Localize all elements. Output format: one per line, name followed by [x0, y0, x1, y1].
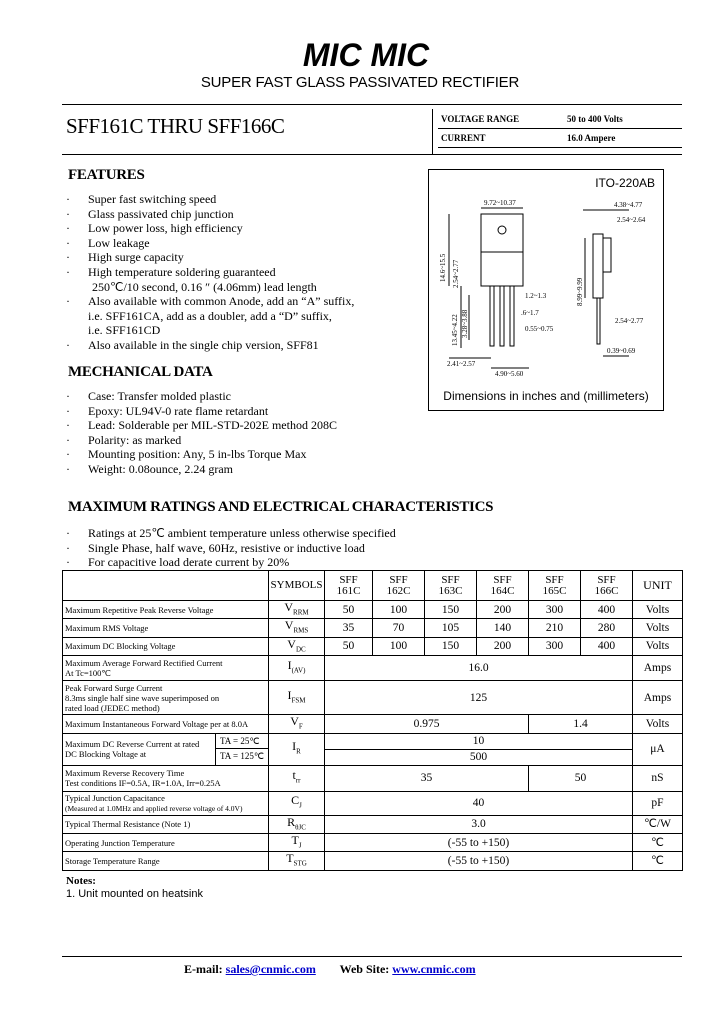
part-5-l2: 165C: [542, 584, 567, 597]
header-part-1: [325, 571, 373, 601]
current-value: 16.0 Ampere: [567, 133, 616, 143]
sym-rth-sub: θJC: [295, 822, 306, 831]
voltage-range-value: 50 to 400 Volts: [567, 114, 623, 124]
sym-vrrm: [269, 601, 325, 619]
param-vf: Maximum Instantaneous Forward Voltage per at 8.0A: [63, 715, 269, 733]
param-cj-1: Typical Junction Capacitance: [65, 792, 165, 803]
bullet-icon: ·: [66, 540, 70, 555]
tstg-value: (-55 to +150): [325, 852, 633, 870]
feature-item: [66, 338, 354, 353]
dim-side-tab: 2.54~2.64: [617, 216, 646, 224]
vrrm-166c: 400: [581, 601, 633, 619]
header-part-6: [581, 571, 633, 601]
bullet-icon: ·: [66, 192, 70, 206]
vrms-165c: 210: [529, 619, 581, 637]
param-iav-2: At Tc=100℃: [65, 668, 111, 679]
dim-pin-spacing: 1.2~1.3: [525, 292, 547, 300]
condition-text: Ratings at 25℃ ambient temperature unless otherwise specified: [88, 526, 396, 540]
bullet-icon: ·: [66, 389, 70, 403]
header-part-2: [373, 571, 425, 601]
divider-top: [62, 104, 682, 105]
mechanical-text: Weight: 0.08ounce, 2.24 gram: [88, 461, 234, 476]
vdc-161c: 50: [325, 637, 373, 655]
bullet-icon: ·: [66, 221, 70, 236]
ir-cond-25c: TA = 25℃: [216, 734, 269, 750]
unit-tstg: ℃: [633, 852, 683, 870]
sym-rth: [269, 815, 325, 833]
lead-3: [510, 286, 514, 346]
feature-text: 250℃/10 second, 0.16 ″ (4.06mm) lead length: [92, 279, 317, 294]
header-part-5: [529, 571, 581, 601]
condition-text: Single Phase, half wave, 60Hz, resistive or inductive load: [88, 540, 365, 555]
features-list: [66, 192, 354, 353]
sym-vdc-main: V: [287, 636, 296, 651]
sym-tj: [269, 833, 325, 851]
dim-top-width: 9.72~10.37: [484, 199, 516, 207]
part-5-l1: SFF: [545, 573, 564, 586]
feature-text: Glass passivated chip junction: [88, 206, 234, 221]
website-link[interactable]: www.cnmic.com: [392, 962, 476, 976]
unit-trr: nS: [633, 765, 683, 791]
header-unit: UNIT: [633, 571, 683, 601]
sym-trr-main: t: [292, 768, 296, 783]
param-ifsm-2: 8.3ms single half sine wave superimposed on: [65, 692, 220, 703]
feature-text: Low leakage: [88, 235, 150, 250]
row-vrrm: [63, 601, 683, 619]
row-vrms: [63, 619, 683, 637]
unit-tj: ℃: [633, 833, 683, 851]
bullet-icon: ·: [66, 294, 70, 309]
vdc-165c: 300: [529, 637, 581, 655]
row-tj: [63, 833, 683, 851]
part-title: SFF161C THRU SFF166C: [66, 114, 285, 138]
sym-vf-main: V: [290, 714, 299, 729]
vrms-162c: 70: [373, 619, 425, 637]
feature-text: Low power loss, high efficiency: [88, 221, 243, 236]
feature-item: [66, 323, 354, 338]
package-label: ITO-220AB: [595, 176, 655, 190]
bullet-icon: ·: [66, 206, 70, 221]
feature-item: [66, 309, 354, 324]
row-rth: [63, 815, 683, 833]
param-trr-2: Test conditions IF=0.5A, IR=1.0A, Irr=0.25A: [65, 778, 221, 789]
bullet-icon: ·: [66, 264, 70, 279]
param-trr-1: Maximum Reverse Recovery Time: [65, 768, 185, 779]
sym-iav-main: I: [287, 658, 292, 673]
param-rth: Typical Thermal Resistance (Note 1): [63, 815, 269, 833]
mechanical-list: [66, 389, 337, 477]
vdc-163c: 150: [425, 637, 477, 655]
bullet-icon: ·: [66, 235, 70, 250]
vrms-166c: 280: [581, 619, 633, 637]
feature-text: Also available with common Anode, add an “A” suffix,: [88, 294, 355, 309]
part-1-l1: SFF: [339, 573, 358, 586]
vf-value-b: 1.4: [529, 715, 633, 733]
sym-vrrm-sub: RRM: [293, 608, 309, 617]
iav-value: 16.0: [325, 656, 633, 681]
param-ir: [63, 733, 269, 765]
footer: [184, 962, 476, 977]
unit-ifsm: Amps: [633, 681, 683, 715]
row-vdc: [63, 637, 683, 655]
dim-height: 14.6~15.5: [439, 253, 447, 282]
ir-cond-125c: TA = 125℃: [220, 751, 264, 762]
spec-rule-2: [438, 147, 682, 148]
package-drawing: [429, 170, 665, 412]
dim-bottom-left: 2.41~2.57: [447, 360, 476, 368]
website-label: Web Site:: [339, 962, 390, 976]
bullet-icon: ·: [66, 403, 70, 418]
part-3-l1: SFF: [441, 573, 460, 586]
email-label: E-mail:: [184, 962, 223, 976]
mechanical-item: [66, 447, 337, 462]
bullet-icon: ·: [66, 447, 70, 462]
feature-item: [66, 265, 354, 280]
mic-logo: [296, 38, 436, 70]
param-vdc: Maximum DC Blocking Voltage: [63, 637, 269, 655]
row-ir-1: [63, 733, 683, 749]
vdc-164c: 200: [477, 637, 529, 655]
vrms-163c: 105: [425, 619, 477, 637]
param-tj: Operating Junction Temperature: [63, 833, 269, 851]
rth-value: 3.0: [325, 815, 633, 833]
lead-1: [490, 286, 494, 346]
feature-item: [66, 221, 354, 236]
part-4-l1: SFF: [493, 573, 512, 586]
bullet-icon: ·: [66, 432, 70, 447]
mechanical-item: [66, 433, 337, 448]
bullet-icon: ·: [66, 461, 70, 476]
unit-cj: pF: [633, 791, 683, 815]
body-tab-outline: [481, 214, 523, 252]
side-tab: [603, 238, 611, 272]
side-lead: [597, 298, 600, 344]
unit-rth: ℃/W: [633, 815, 683, 833]
unit-vf: Volts: [633, 715, 683, 733]
dim-lead-pitch: .6~1.7: [521, 309, 539, 317]
header-part-3: [425, 571, 477, 601]
feature-text: i.e. SFF161CA, add as a doubler, add a “D” suffix,: [88, 308, 332, 323]
voltage-range-label: VOLTAGE RANGE: [441, 114, 520, 124]
sym-tj-sub: J: [298, 841, 302, 850]
dim-side-lead: 2.54~2.77: [615, 317, 644, 325]
feature-item: [66, 192, 354, 207]
condition-item: [66, 526, 396, 541]
vdc-162c: 100: [373, 637, 425, 655]
param-cj-2: (Measured at 1.0MHz and applied reverse voltage of 4.0V): [65, 803, 243, 813]
note-1: 1. Unit mounted on heatsink: [66, 888, 203, 900]
ratings-table: [62, 570, 683, 871]
sym-vrms-sub: RMS: [293, 626, 309, 635]
header-symbols: SYMBOLS: [269, 571, 325, 601]
unit-iav: Amps: [633, 656, 683, 681]
row-iav: [63, 656, 683, 681]
dim-side-height: 8.99~9.99: [576, 277, 584, 306]
unit-ir: μA: [633, 733, 683, 765]
sym-ifsm: [269, 681, 325, 715]
divider-bottom: [62, 956, 682, 957]
spec-divider: [432, 109, 433, 154]
mechanical-text: Case: Transfer molded plastic: [88, 389, 231, 403]
feature-item: [66, 207, 354, 222]
mount-hole: [498, 226, 506, 234]
ir-conditions: [215, 734, 269, 765]
sym-vdc-sub: DC: [295, 645, 306, 654]
condition-item: [66, 541, 396, 556]
param-iav: [63, 656, 269, 681]
vdc-166c: 400: [581, 637, 633, 655]
row-ifsm: [63, 681, 683, 715]
row-cj: [63, 791, 683, 815]
sym-cj-sub: J: [299, 801, 302, 810]
sym-vdc: [269, 637, 325, 655]
ifsm-value: 125: [325, 681, 633, 715]
divider-header: [62, 154, 682, 155]
bullet-icon: ·: [66, 337, 70, 352]
unit-vrrm: Volts: [633, 601, 683, 619]
document-subtitle: SUPER FAST GLASS PASSIVATED RECTIFIER: [200, 74, 520, 91]
param-ifsm-3: rated load (JEDEC method): [65, 702, 160, 713]
param-ifsm: [63, 681, 269, 715]
dim-side-thick: 0.39~0.69: [607, 347, 636, 355]
trr-value-b: 50: [529, 765, 633, 791]
mechanical-item: [66, 404, 337, 419]
sym-vf: [269, 715, 325, 733]
part-2-l2: 162C: [386, 584, 411, 597]
sym-cj: [269, 791, 325, 815]
part-2-l1: SFF: [389, 573, 408, 586]
vrrm-161c: 50: [325, 601, 373, 619]
sym-vf-sub: F: [298, 722, 303, 731]
vrrm-162c: 100: [373, 601, 425, 619]
param-vrms: Maximum RMS Voltage: [63, 619, 269, 637]
mechanical-heading: MECHANICAL DATA: [68, 364, 213, 380]
param-vrrm: Maximum Repetitive Peak Reverse Voltage: [63, 601, 269, 619]
sym-ir-main: I: [292, 739, 297, 754]
body-outline: [481, 252, 523, 286]
param-iav-1: Maximum Average Forward Rectified Current: [65, 658, 223, 669]
feature-item: [66, 236, 354, 251]
sym-iav: [269, 656, 325, 681]
condition-text: For capacitive load derate current by 20%: [88, 555, 290, 570]
feature-item: [66, 280, 354, 295]
part-3-l2: 163C: [438, 584, 463, 597]
mechanical-text: Epoxy: UL94V-0 rate flame retardant: [88, 403, 269, 418]
mechanical-text: Mounting position: Any, 5 in-lbs Torque Max: [88, 447, 307, 462]
bullet-icon: ·: [66, 555, 70, 570]
row-trr: [63, 765, 683, 791]
feature-text: Super fast switching speed: [88, 192, 217, 206]
email-link[interactable]: sales@cnmic.com: [225, 962, 316, 976]
vrms-164c: 140: [477, 619, 529, 637]
param-trr: [63, 765, 269, 791]
ratings-conditions: [66, 526, 396, 570]
vrrm-163c: 150: [425, 601, 477, 619]
sym-ifsm-sub: FSM: [291, 696, 306, 705]
sym-trr: [269, 765, 325, 791]
dim-lead-span: 3.28~3.88: [461, 309, 469, 338]
row-tstg: [63, 852, 683, 870]
notes-heading: Notes:: [66, 875, 96, 887]
dim-lead-width: 0.55~0.75: [525, 325, 554, 333]
sym-vrms-main: V: [284, 618, 294, 633]
mechanical-text: Lead: Solderable per MIL-STD-202E method 208C: [88, 418, 337, 433]
vrrm-164c: 200: [477, 601, 529, 619]
unit-vrms: Volts: [633, 619, 683, 637]
row-vf: [63, 715, 683, 733]
table-header-row: [63, 571, 683, 601]
ir-value-125c: 500: [325, 749, 633, 765]
part-1-l2: 161C: [336, 584, 361, 597]
bullet-icon: ·: [66, 526, 70, 540]
feature-text: High temperature soldering guaranteed: [88, 264, 276, 279]
sym-cj-main: C: [291, 793, 300, 808]
dim-bottom-center: 4.90~5.60: [495, 370, 524, 378]
header-part-4: [477, 571, 529, 601]
sym-vrms: [269, 619, 325, 637]
sym-ir: [269, 733, 325, 765]
feature-text: High surge capacity: [88, 250, 184, 265]
bullet-icon: ·: [66, 418, 70, 433]
sym-ir-sub: R: [296, 747, 301, 756]
feature-text: Also available in the single chip version, SFF81: [88, 337, 319, 352]
spec-rule-1: [438, 128, 682, 129]
part-6-l2: 166C: [594, 584, 619, 597]
trr-value-a: 35: [325, 765, 529, 791]
sym-tstg-main: T: [286, 851, 294, 866]
param-tstg: Storage Temperature Range: [63, 852, 269, 870]
vrms-161c: 35: [325, 619, 373, 637]
sym-tj-main: T: [291, 832, 299, 847]
cj-value: 40: [325, 791, 633, 815]
current-label: CURRENT: [441, 133, 486, 143]
diagram-caption: Dimensions in inches and (millimeters): [443, 389, 649, 403]
param-cj: [63, 791, 269, 815]
dim-tab-height: 2.54~2.77: [452, 259, 460, 288]
mechanical-text: Polarity: as marked: [88, 432, 182, 447]
part-6-l1: SFF: [597, 573, 616, 586]
part-4-l2: 164C: [490, 584, 515, 597]
tj-value: (-55 to +150): [325, 833, 633, 851]
sym-iav-sub: (AV): [291, 666, 306, 675]
features-heading: FEATURES: [68, 167, 145, 183]
ir-value-25c: 10: [325, 733, 633, 749]
bullet-icon: ·: [66, 250, 70, 265]
package-diagram: [428, 169, 664, 411]
feature-item: [66, 294, 354, 309]
sym-vrrm-main: V: [284, 600, 294, 614]
vf-value-a: 0.975: [325, 715, 529, 733]
mechanical-item: [66, 418, 337, 433]
mechanical-item: [66, 462, 337, 477]
feature-item: [66, 250, 354, 265]
feature-text: i.e. SFF161CD: [88, 323, 161, 338]
unit-vdc: Volts: [633, 637, 683, 655]
lead-2: [500, 286, 504, 346]
sym-ifsm-main: I: [287, 687, 292, 702]
side-body: [593, 234, 603, 298]
sym-tstg-sub: STG: [293, 859, 307, 868]
mechanical-item: [66, 389, 337, 404]
header-param-cell: [63, 571, 269, 601]
param-ir-1: Maximum DC Reverse Current at rated: [65, 739, 200, 750]
sym-trr-sub: rr: [295, 776, 301, 785]
logo-text: MIC MIC: [302, 38, 430, 70]
dim-lead-length: 13.45~4.22: [451, 314, 459, 346]
vrrm-165c: 300: [529, 601, 581, 619]
param-ifsm-1: Peak Forward Surge Current: [65, 682, 163, 693]
sym-tstg: [269, 852, 325, 870]
sym-rth-main: R: [287, 814, 296, 829]
dim-side-top: 4.38~4.77: [614, 201, 643, 209]
condition-item: [66, 555, 396, 570]
ratings-heading: MAXIMUM RATINGS AND ELECTRICAL CHARACTERISTICS: [68, 499, 494, 515]
param-ir-2: DC Blocking Voltage at: [65, 749, 147, 760]
